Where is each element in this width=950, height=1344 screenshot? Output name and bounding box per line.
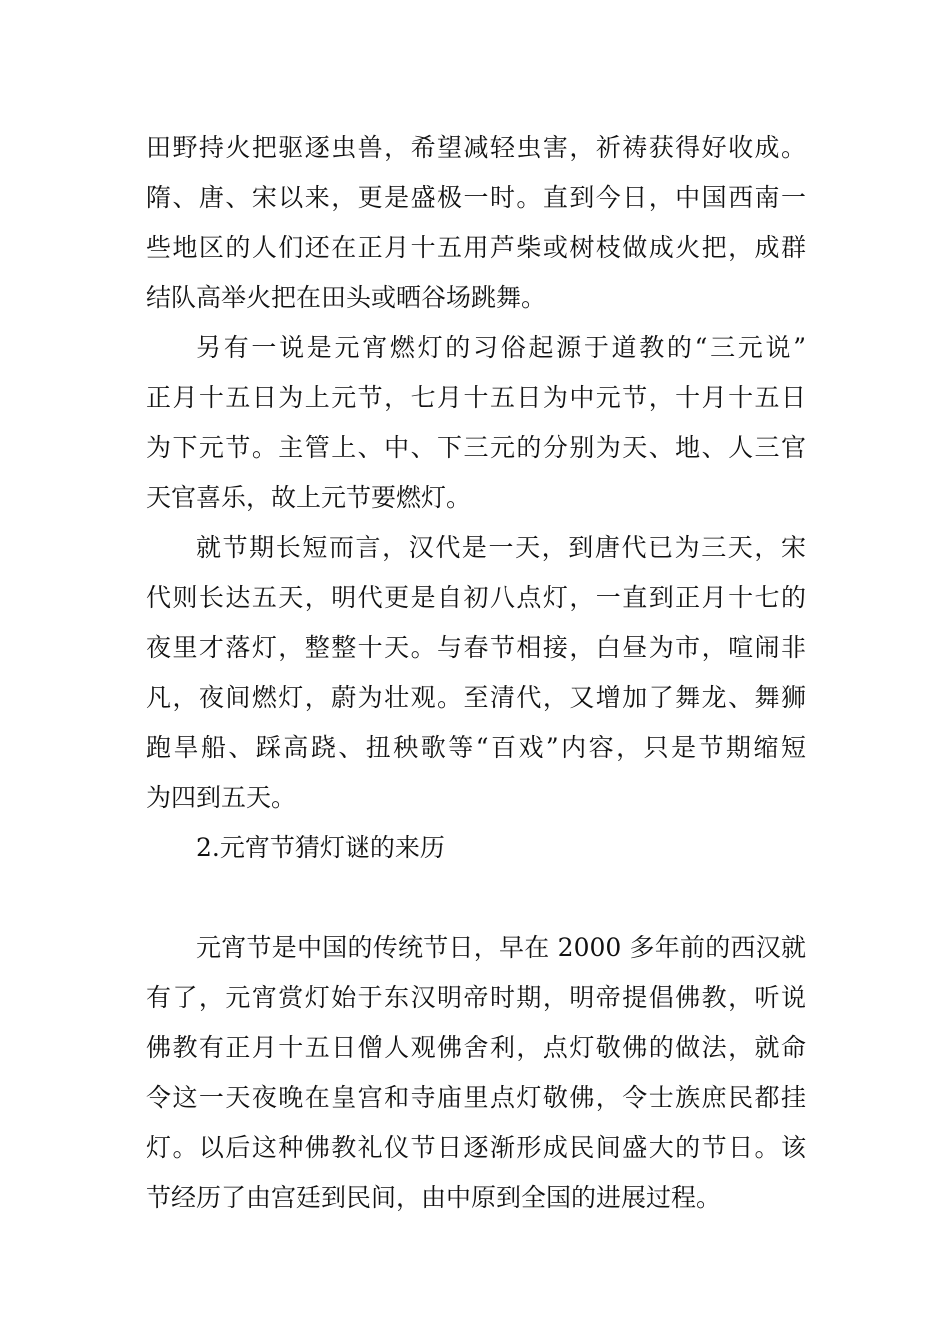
text-line: 佛教有正月十五日僧人观佛舍利，点灯敬佛的做法，就命	[146, 1033, 806, 1062]
text-line: 就节期长短而言，汉代是一天，到唐代已为三天，宋	[196, 533, 806, 562]
text-line: 凡，夜间燃灯，蔚为壮观。至清代，又增加了舞龙、舞狮	[146, 683, 806, 712]
text-line: 另有一说是元宵燃灯的习俗起源于道教的“三元说”	[196, 333, 806, 362]
text-line: 灯。以后这种佛教礼仪节日逐渐形成民间盛大的节日。该	[146, 1133, 806, 1162]
text-line: 隋、唐、宋以来，更是盛极一时。直到今日，中国西南一	[146, 183, 806, 212]
section-heading: 2.元宵节猜灯谜的来历	[196, 833, 445, 862]
text-line: 为下元节。主管上、中、下三元的分别为天、地、人三官	[146, 433, 806, 462]
text-line: 结队高举火把在田头或晒谷场跳舞。	[146, 283, 547, 312]
text-line: 天官喜乐，故上元节要燃灯。	[146, 483, 472, 512]
text-line: 节经历了由宫廷到民间，由中原到全国的进展过程。	[146, 1183, 722, 1212]
text-line: 为四到五天。	[146, 783, 297, 812]
text-line: 跑旱船、踩高跷、扭秧歌等“百戏”内容，只是节期缩短	[146, 733, 806, 762]
text-line: 有了，元宵赏灯始于东汉明帝时期，明帝提倡佛教，听说	[146, 983, 806, 1012]
text-line: 田野持火把驱逐虫兽，希望减轻虫害，祈祷获得好收成。	[146, 133, 806, 162]
text-line: 正月十五日为上元节，七月十五日为中元节，十月十五日	[146, 383, 806, 412]
text-line: 代则长达五天，明代更是自初八点灯，一直到正月十七的	[146, 583, 806, 612]
text-line: 令这一天夜晚在皇宫和寺庙里点灯敬佛，令士族庶民都挂	[146, 1083, 806, 1112]
text-line: 些地区的人们还在正月十五用芦柴或树枝做成火把，成群	[146, 233, 806, 262]
text-line: 元宵节是中国的传统节日，早在 2000 多年前的西汉就	[196, 933, 806, 962]
text-line: 夜里才落灯，整整十天。与春节相接，白昼为市，喧闹非	[146, 633, 806, 662]
